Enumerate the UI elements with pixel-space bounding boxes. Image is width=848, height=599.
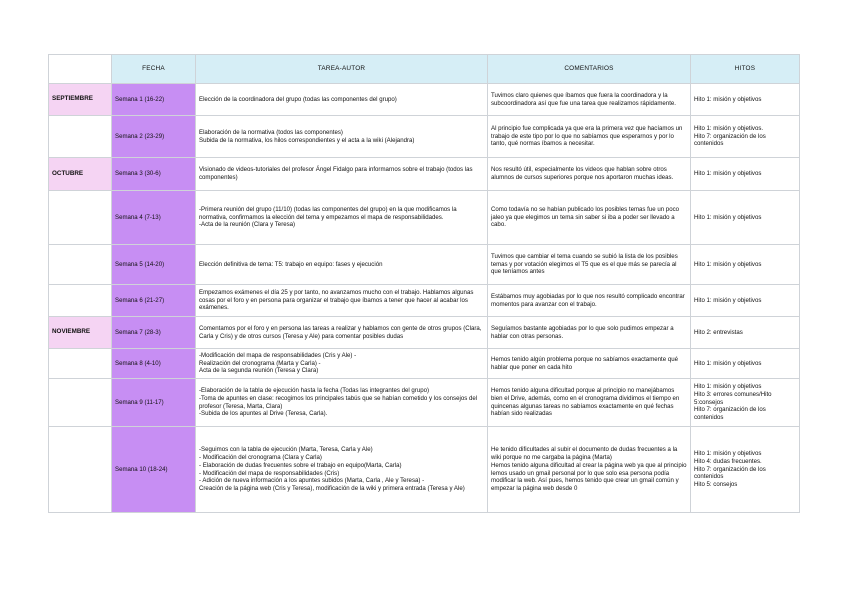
- comment-cell: Tuvimos claro quienes que íbamos que fuera la coordinadora y la subcoordinadora así que fue una tarea que realizamos rápidamente.: [488, 84, 691, 116]
- table-row: [49, 349, 800, 379]
- table-row: [49, 245, 800, 285]
- comment-cell: Hemos tenido algún problema porque no sabíamos exactamente qué hablar que poner en cada hito: [488, 349, 691, 379]
- week-cell: Semana 8 (4-10): [112, 349, 196, 379]
- table-row: [49, 116, 800, 158]
- comment-cell: He tenido dificultades al subir el documento de dudas frecuentes a la wiki porque no me cargaba la página (Marta) Hemos tenido alguna dificultad al crear la página web ya que al principio lemos usado un gmail personal por lo que solo esa persona podía modificar la web. Así pues, hemos tenido que crear un gmail común y empezar la página web desde 0: [488, 427, 691, 513]
- task-cell: -Seguimos con la tabla de ejecución (Marta, Teresa, Carla y Ale) - Modificación del cronograma (Clara y Carla) - Elaboración de dudas frecuentes sobre el trabajo en equipo(Marta, Carla) - Modificación del mapa de responsabilidades (Cris) - Adición de nueva información a los apuntes subidos (Marta, Carla , Ale y Teresa) - Creación de la página web (Cris y Teresa), modificación de la wiki y primera entrada (Teresa y Ale): [196, 427, 488, 513]
- table-header-row: [49, 55, 800, 84]
- table-row: [49, 158, 800, 191]
- header-comentarios: COMENTARIOS: [488, 55, 691, 84]
- table-row: [49, 317, 800, 349]
- week-cell: Semana 7 (28-3): [112, 317, 196, 349]
- milestone-cell: Hito 1: misión y objetivos Hito 4: dudas frecuentes. Hito 7: organización de los contenidos Hito 5: consejos: [691, 427, 800, 513]
- table-row: [49, 191, 800, 245]
- month-cell: [49, 349, 112, 379]
- table-row: [49, 427, 800, 513]
- comment-cell: Al principio fue complicada ya que era la primera vez que hacíamos un trabajo de este tipo por lo que no sabíamos que esperarnos y por lo tanto, qué normas íbamos a necesitar.: [488, 116, 691, 158]
- week-cell: Semana 4 (7-13): [112, 191, 196, 245]
- week-cell: Semana 10 (18-24): [112, 427, 196, 513]
- task-cell: -Elaboración de la tabla de ejecución hasta la fecha (Todas las integrantes del grupo) -Toma de apuntes en clase: recogimos los principales tabús que se habían cometido y los consejos del profesor (Teresa, Marta, Clara) -Subida de los apuntes al Drive (Teresa, Carla).: [196, 379, 488, 427]
- month-cell: [49, 285, 112, 317]
- milestone-cell: Hito 1: misión y objetivos: [691, 191, 800, 245]
- table-row: [49, 285, 800, 317]
- milestone-cell: Hito 2: entrevistas: [691, 317, 800, 349]
- task-cell: Comentamos por el foro y en persona las tareas a realizar y hablamos con gente de otros grupos (Clara, Carla y Cris) y de otros cursos (Teresa y Ale) para comentar posibles dudas: [196, 317, 488, 349]
- comment-cell: Nos resultó útil, especialmente los videos que hablan sobre otros alumnos de cursos superiores porque nos aportaron muchas ideas.: [488, 158, 691, 191]
- month-cell: [49, 379, 112, 427]
- month-cell: SEPTIEMBRE: [49, 84, 112, 116]
- month-cell: OCTUBRE: [49, 158, 112, 191]
- week-cell: Semana 9 (11-17): [112, 379, 196, 427]
- task-cell: Elección de la coordinadora del grupo (todas las componentes del grupo): [196, 84, 488, 116]
- task-cell: -Modificación del mapa de responsabilidades (Cris y Ale) - Realización del cronograma (Marta y Carla) - Acta de la segunda reunión (Teresa y Clara): [196, 349, 488, 379]
- task-cell: Elaboración de la normativa (todos las componentes) Subida de la normativa, los hilos correspondientes y el acta a la wiki (Alejandra): [196, 116, 488, 158]
- milestone-cell: Hito 1: misión y objetivos Hito 3: errores comunes/Hito 5:consejos Hito 7: organización de los contenidos: [691, 379, 800, 427]
- milestone-cell: Hito 1: misión y objetivos: [691, 84, 800, 116]
- week-cell: Semana 5 (14-20): [112, 245, 196, 285]
- comment-cell: Seguíamos bastante agobiadas por lo que solo pudimos empezar a hablar con otras personas.: [488, 317, 691, 349]
- task-cell: Empezamos exámenes el día 25 y por tanto, no avanzamos mucho con el trabajo. Hablamos algunas cosas por el foro y en persona para organizar el trabajo que íbamos a tener que hacer al acabar los exámenes.: [196, 285, 488, 317]
- comment-cell: Estábamos muy agobiadas por lo que nos resultó complicado encontrar momentos para avanzar con el trabajo.: [488, 285, 691, 317]
- week-cell: Semana 3 (30-6): [112, 158, 196, 191]
- week-cell: Semana 6 (21-27): [112, 285, 196, 317]
- header-fecha: FECHA: [112, 55, 196, 84]
- milestone-cell: Hito 1: misión y objetivos. Hito 7: organización de los contenidos: [691, 116, 800, 158]
- month-cell: [49, 116, 112, 158]
- comment-cell: Hemos tenido alguna dificultad porque al principio no manejábamos bien el Drive, además, como en el cronograma dividimos el tiempo en quincenas algunas tareas no sabíamos exactamente en qué fechas habían sido realizadas: [488, 379, 691, 427]
- month-cell: [49, 191, 112, 245]
- comment-cell: Tuvimos que cambiar el tema cuando se subió la lista de los posibles temas y por votación elegimos el T5 que es el que más se parecía al que teníamos antes: [488, 245, 691, 285]
- table-row: [49, 84, 800, 116]
- header-tarea-autor: TAREA-AUTOR: [196, 55, 488, 84]
- week-cell: Semana 1 (16-22): [112, 84, 196, 116]
- header-corner: [49, 55, 112, 84]
- task-cell: -Primera reunión del grupo (11/10) (todas las componentes del grupo) en la que modificamos la normativa, confirmamos la elección del tema y empezamos el mapa de responsabilidades. -Acta de la reunión (Clara y Teresa): [196, 191, 488, 245]
- header-hitos: HITOS: [691, 55, 800, 84]
- comment-cell: Como todavía no se habían publicado los posibles temas fue un poco jaleo ya que elegimos un tema sin saber si iba a poder ser llevado a cabo.: [488, 191, 691, 245]
- execution-table-sheet: [48, 54, 799, 513]
- milestone-cell: Hito 1: misión y objetivos: [691, 245, 800, 285]
- month-cell: [49, 245, 112, 285]
- execution-table: [48, 54, 800, 513]
- task-cell: Elección definitiva de tema: T5: trabajo en equipo: fases y ejecución: [196, 245, 488, 285]
- milestone-cell: Hito 1: misión y objetivos: [691, 158, 800, 191]
- milestone-cell: Hito 1: misión y objetivos: [691, 285, 800, 317]
- task-cell: Visionado de videos-tutoriales del profesor Ángel Fidalgo para informarnos sobre el trabajo (todos las componentes): [196, 158, 488, 191]
- week-cell: Semana 2 (23-29): [112, 116, 196, 158]
- month-cell: NOVIEMBRE: [49, 317, 112, 349]
- table-row: [49, 379, 800, 427]
- milestone-cell: Hito 1: misión y objetivos: [691, 349, 800, 379]
- month-cell: [49, 427, 112, 513]
